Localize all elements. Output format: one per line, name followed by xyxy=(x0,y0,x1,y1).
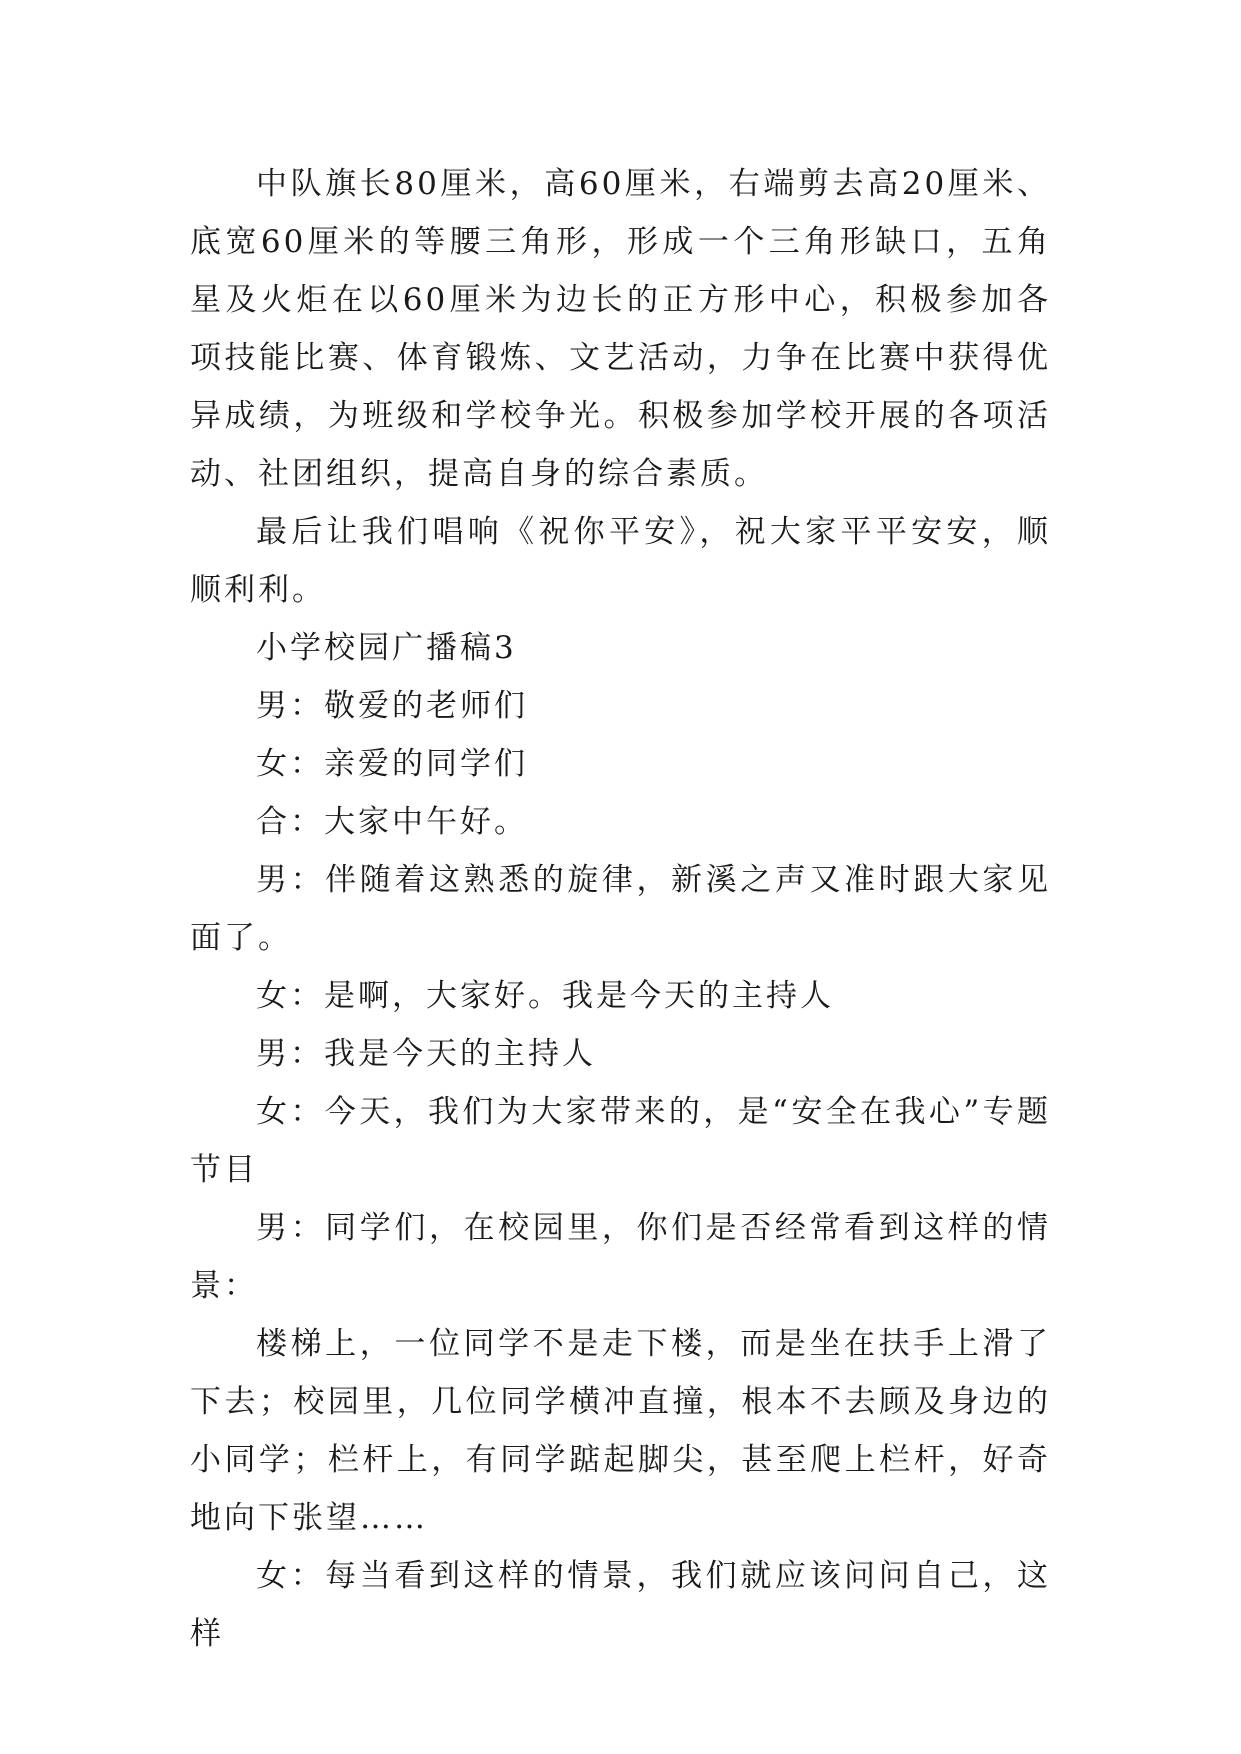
paragraph-flag-description: 中队旗长80厘米，高60厘米，右端剪去高20厘米、底宽60厘米的等腰三角形，形成一个三角形缺口，五角星及火炬在以60厘米为边长的正方形中心，积极参加各项技能比赛、体育锻炼、文艺活动，力争在比赛中获得优异成绩，为班级和学校争光。积极参加学校开展的各项活动、社团组织，提高自身的综合素质。 xyxy=(190,166,1051,492)
dialogue-line: 女：每当看到这样的情景，我们就应该问问自己，这样 xyxy=(190,1558,1051,1652)
dialogue-line: 合：大家中午好。 xyxy=(256,804,528,840)
dialogue-line: 女：是啊，大家好。我是今天的主持人 xyxy=(256,978,834,1014)
section-heading: 小学校园广播稿3 xyxy=(256,630,517,666)
dialogue-line: 女：今天，我们为大家带来的，是“安全在我心”专题节目 xyxy=(190,1094,1051,1188)
dialogue-line: 男：敬爱的老师们 xyxy=(256,688,528,724)
dialogue-line: 男：伴随着这熟悉的旋律，新溪之声又准时跟大家见面了。 xyxy=(190,862,1051,956)
dialogue-line: 男：我是今天的主持人 xyxy=(256,1036,596,1072)
document-body xyxy=(190,155,1051,1663)
dialogue-line: 男：同学们，在校园里，你们是否经常看到这样的情景： xyxy=(190,1210,1051,1304)
paragraph-scene-description: 楼梯上，一位同学不是走下楼，而是坐在扶手上滑了下去；校园里，几位同学横冲直撞，根本不去顾及身边的小同学；栏杆上，有同学踮起脚尖，甚至爬上栏杆，好奇地向下张望…… xyxy=(190,1326,1051,1536)
paragraph-closing-song: 最后让我们唱响《祝你平安》，祝大家平平安安，顺顺利利。 xyxy=(190,514,1051,608)
dialogue-line: 女：亲爱的同学们 xyxy=(256,746,528,782)
